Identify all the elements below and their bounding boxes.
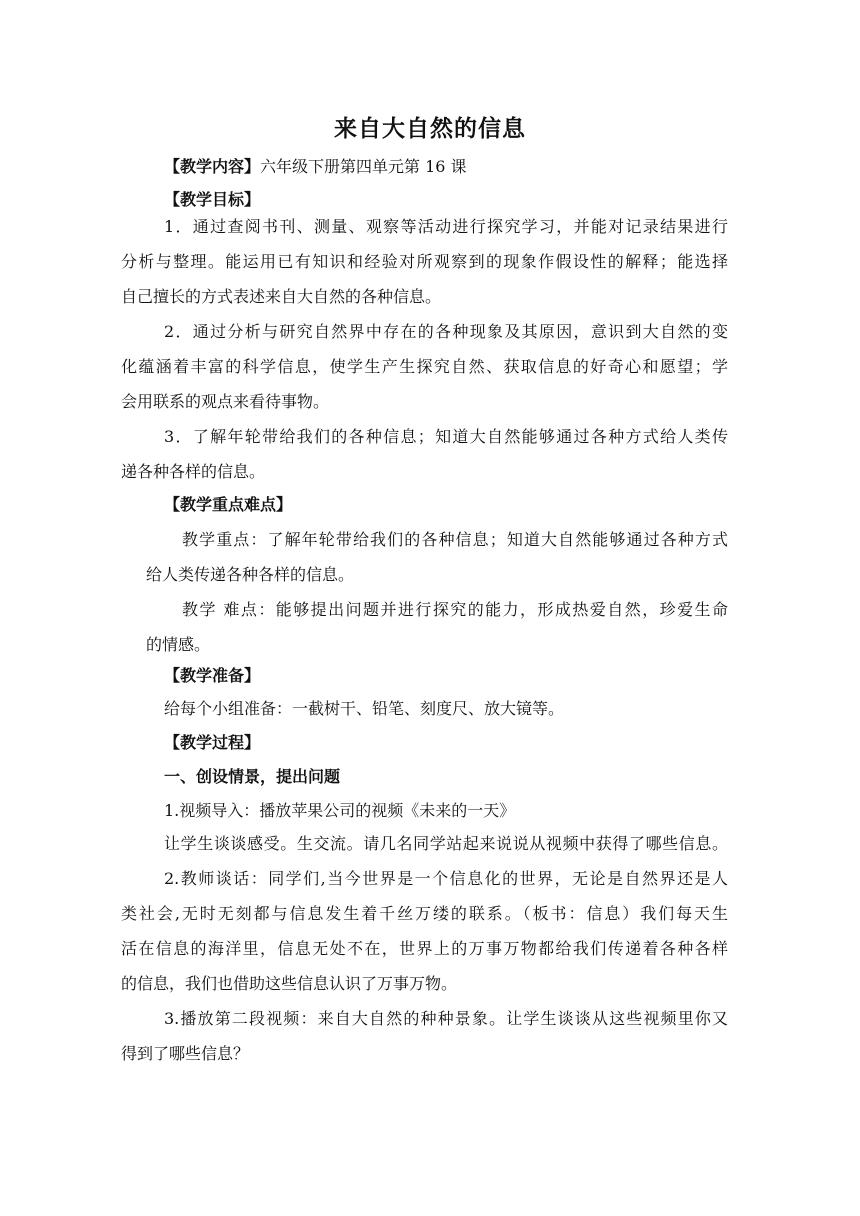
step-2-line-3: 活在信息的海洋里，信息无处不在，世界上的万事万物都给我们传递着各种各样 [121, 939, 728, 958]
goal-2-line-3: 会用联系的观点来看待事物。 [121, 392, 330, 411]
goal-3-line-1: 3．了解年轮带给我们的各种信息；知道大自然能够通过各种方式给人类传 [164, 427, 728, 446]
step-2-line-2: 类社会,无时无刻都与信息发生着千丝万缕的联系。（板书：信息）我们每天生 [121, 904, 728, 923]
teaching-goals-heading: 【教学目标】 [164, 190, 261, 209]
step-1-text: 1.视频导入：播放苹果公司的视频《未来的一天》 [164, 801, 516, 820]
key-point-line-2: 给人类传递各种各样的信息。 [146, 565, 355, 584]
key-points-heading: 【教学重点难点】 [164, 495, 293, 514]
goal-1-line-3: 自己擅长的方式表述来自大自然的各种信息。 [121, 287, 442, 306]
step-2-line-1: 2.教师谈话：同学们,当今世界是一个信息化的世界，无论是自然界还是人 [164, 869, 728, 888]
teaching-content-line [164, 157, 467, 177]
preparation-text: 给每个小组准备：一截树干、铅笔、刻度尺、放大镜等。 [164, 699, 565, 718]
difficulty-line-2: 的情感。 [146, 635, 211, 654]
goal-2-line-2: 化蕴涵着丰富的科学信息，使学生产生探究自然、获取信息的好奇心和愿望；学 [121, 357, 728, 376]
step-3-line-1: 3.播放第二段视频：来自大自然的种种景象。让学生谈谈从这些视频里你又 [164, 1009, 728, 1028]
goal-1-line-2: 分析与整理。能运用已有知识和经验对所观察到的现象作假设性的解释；能选择 [121, 252, 728, 271]
key-point-line-1: 教学重点：了解年轮带给我们的各种信息；知道大自然能够通过各种方式 [182, 530, 728, 549]
goal-1-line-1: 1．通过查阅书刊、测量、观察等活动进行探究学习，并能对记录结果进行 [164, 217, 728, 236]
goal-2-line-1: 2．通过分析与研究自然界中存在的各种现象及其原因，意识到大自然的变 [164, 322, 728, 341]
teaching-content-label: 【教学内容】 [164, 157, 261, 176]
step-1-subtext: 让学生谈谈感受。生交流。请几名同学站起来说说从视频中获得了哪些信息。 [164, 834, 728, 853]
difficulty-line-1: 教学 难点：能够提出问题并进行探究的能力，形成热爱自然，珍爱生命 [182, 600, 728, 619]
step-3-line-2: 得到了哪些信息？ [121, 1044, 250, 1063]
step-2-line-4: 的信息，我们也借助这些信息认识了万事万物。 [121, 974, 458, 993]
document-title: 来自大自然的信息 [334, 116, 526, 142]
teaching-content-text: 六年级下册第四单元第 16 课 [260, 157, 467, 176]
preparation-heading: 【教学准备】 [164, 666, 261, 685]
process-heading: 【教学过程】 [164, 733, 261, 752]
goal-3-line-2: 递各种各样的信息。 [121, 462, 266, 481]
section-1-heading: 一、创设情景，提出问题 [164, 767, 341, 786]
